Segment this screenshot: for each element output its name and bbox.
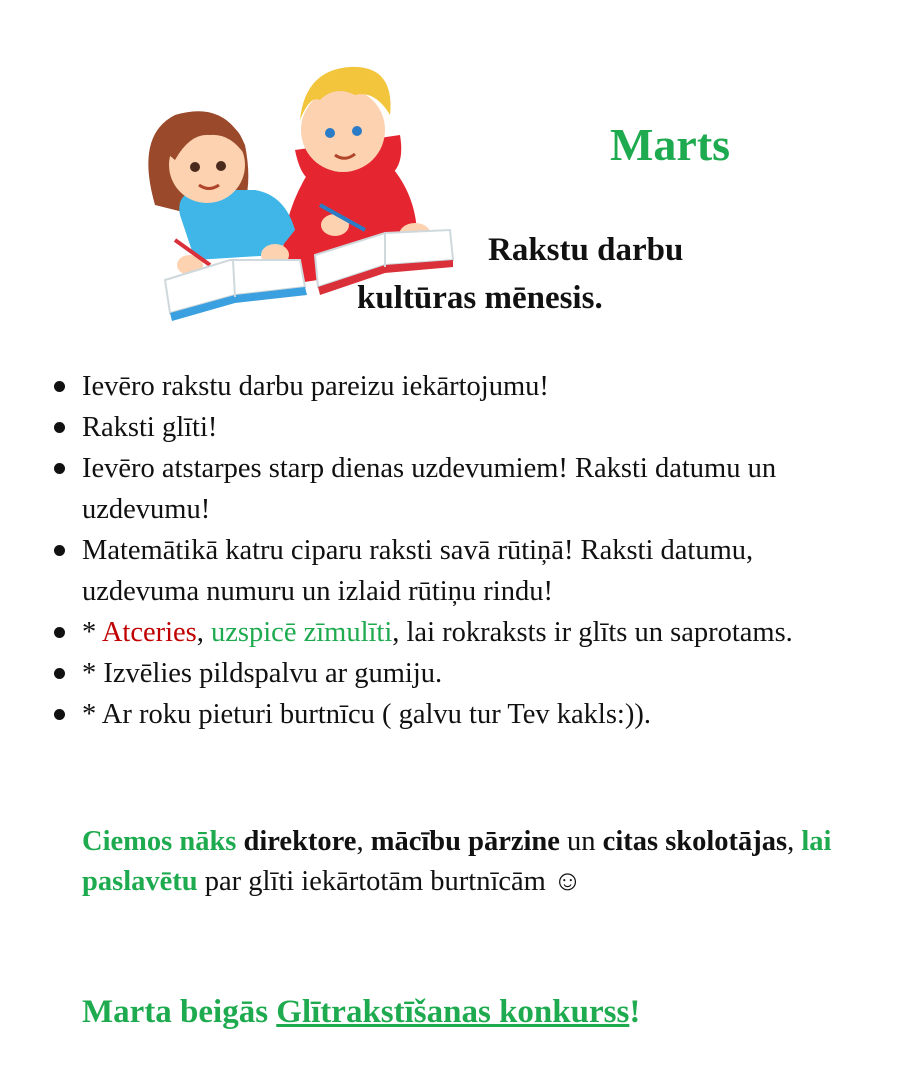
list-item-prefix: * bbox=[82, 617, 102, 648]
rules-list bbox=[50, 366, 850, 735]
list-item bbox=[50, 612, 850, 653]
contest-announcement bbox=[82, 994, 640, 1031]
list-item-text: Ievēro atstarpes starp dienas uzdevumiem! Raksti datumu un uzdevumu! bbox=[82, 453, 777, 525]
bullet-icon bbox=[54, 545, 65, 556]
list-item-text: Raksti glīti! bbox=[82, 412, 218, 443]
girl-figure bbox=[148, 111, 295, 275]
bullet-icon bbox=[54, 709, 65, 720]
visit-comma-2: , bbox=[787, 826, 802, 857]
list-item-comma: , bbox=[196, 617, 212, 648]
bullet-icon bbox=[54, 627, 65, 638]
list-item bbox=[50, 448, 850, 530]
list-item bbox=[50, 407, 850, 448]
bullet-icon bbox=[54, 668, 65, 679]
visit-comma: , bbox=[356, 826, 371, 857]
list-item-text: * Izvēlies pildspalvu ar gumiju. bbox=[82, 658, 443, 689]
bullet-icon bbox=[54, 463, 65, 474]
visit-space bbox=[236, 826, 243, 857]
list-item bbox=[50, 530, 850, 612]
list-item bbox=[50, 366, 850, 407]
remember-word: Atceries bbox=[101, 617, 197, 648]
head-of-studies-word: mācību pārzine bbox=[370, 826, 560, 857]
praise-phrase: lai paslavētu bbox=[82, 826, 832, 897]
list-item-text: Ievēro rakstu darbu pareizu iekārtojumu! bbox=[82, 371, 549, 402]
list-item-text: * Ar roku pieturi burtnīcu ( galvu tur Tev kakls:)). bbox=[82, 699, 651, 730]
list-item-text: , lai rokraksts ir glīts un saprotams. bbox=[392, 617, 793, 648]
sharpen-pencil-phrase: uzspicē zīmulīti bbox=[211, 617, 393, 648]
bullet-icon bbox=[54, 381, 65, 392]
list-item bbox=[50, 653, 850, 694]
visit-paragraph bbox=[82, 822, 842, 902]
director-word: direktore bbox=[243, 826, 357, 857]
visit-phrase: Ciemos nāks bbox=[82, 826, 237, 857]
visit-and: un bbox=[559, 826, 603, 857]
subtitle-line-2: kultūras mēnesis. bbox=[357, 280, 603, 316]
contest-name: Glītrakstīšanas konkurss bbox=[276, 994, 630, 1030]
other-teachers-word: citas skolotājas bbox=[602, 826, 788, 857]
list-item-text: Matemātikā katru ciparu raksti savā rūtiņā! Raksti datumu, uzdevuma numuru un izlaid rūtiņu rindu! bbox=[82, 535, 754, 607]
month-title: Marts bbox=[610, 119, 731, 170]
contest-suffix: ! bbox=[629, 994, 641, 1030]
contest-prefix: Marta beigās bbox=[82, 994, 277, 1030]
list-item bbox=[50, 694, 850, 735]
bullet-icon bbox=[54, 422, 65, 433]
visit-rest: par glīti iekārtotām burtnīcām ☺ bbox=[197, 866, 583, 897]
subtitle-line-1: Rakstu darbu bbox=[488, 232, 684, 268]
